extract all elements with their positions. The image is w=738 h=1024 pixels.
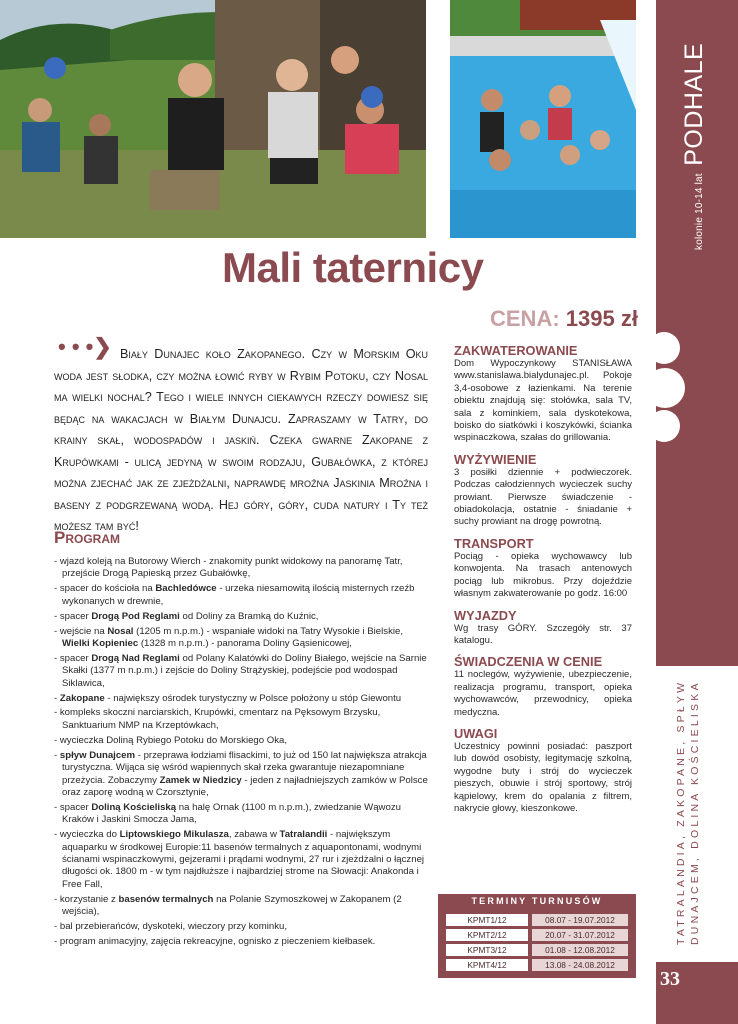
program-text: - jeden z najładniejszych zamków w Polsce oraz zaporę wodną w Czorsztynie,	[62, 774, 428, 798]
info-text: Wg trasy GÓRY. Szczegóły str. 37 katalogu.	[454, 622, 632, 646]
program-item	[54, 894, 428, 919]
program-text: - program animacyjny, zajęcia rekreacyjne, ognisko z pieczeniem kiełbasek.	[54, 935, 376, 947]
program-item	[54, 936, 428, 948]
page-title: Mali taternicy	[222, 244, 484, 291]
program-highlight: Drogą Pod Reglami	[91, 610, 180, 622]
photo-kids-in-pool	[450, 0, 636, 238]
program-item	[54, 556, 428, 581]
info-text: 3 posiłki dziennie + podwieczorek. Podczas całodziennych wycieczek suchy prowiant. Pierwsze świadczenie - obiadokolacja, ostatnie - śniadanie + suchy prowiant na drogę powrotną.	[454, 466, 632, 528]
program-text: - spacer	[54, 610, 92, 622]
program-text: - spacer do kościoła na	[54, 583, 156, 595]
program-text: na Polanie Szymoszkowej w Zakopanem (2 wejścia),	[62, 893, 402, 918]
decor-dot	[648, 332, 680, 364]
program-highlight: Nosal	[107, 625, 134, 637]
program-text: (1205 m n.p.m.) - wspaniałe widoki na Tatry Wysokie i Bielskie,	[133, 625, 403, 637]
program-item	[54, 750, 428, 800]
price-label: CENA:	[490, 306, 560, 331]
info-text: Pociąg - opieka wychowawcy lub konwojenta. Na trasach antenowych pociąg lub mikrobus. Przy dojeździe własnym zakwaterowanie po godz. 16:00	[454, 550, 632, 600]
program-item	[54, 653, 428, 690]
info-heading: ZAKWATEROWANIE	[454, 343, 578, 358]
term-dates: 01.08 - 12.08.2012	[532, 944, 628, 956]
page-number: 33	[660, 968, 680, 990]
program-text: (1328 m n.p.m.) - panorama Doliny Gąsienicowej,	[138, 637, 352, 649]
term-code: KPMT2/12	[446, 929, 528, 941]
photo-kids-on-mountain	[0, 0, 426, 238]
term-row	[446, 929, 628, 941]
program-highlight: Zakopane	[59, 692, 105, 704]
info-text: Dom Wypoczynkowy STANISŁAWA www.stanislawa.bialydunajec.pl. Pokoje 3,4-osobowe z łazienkami. Na terenie obiektu znajdują się: stołówka, sala TV, sala z kominkiem, sala dyskotekowa, boisko do siatkówki i koszykówki, ścianka wspinaczkowa, szałas do grillowania.	[454, 358, 632, 444]
program-text: - przeprawa łodziami flisackimi, to już od 150 lat największa atrakcja turystyczna. Wijąca się wśród wapiennych skał rzeka gwarantuje niezapomniane przeżycia. Zobaczymy	[62, 749, 427, 786]
program-highlight: Bachledówce	[155, 583, 217, 595]
program-highlight: Drogą Nad Reglami	[91, 652, 180, 664]
term-code: KPMT3/12	[446, 944, 528, 956]
program-text: od Doliny za Bramką do Kuźnic,	[179, 610, 319, 622]
page-number-box	[656, 962, 738, 1024]
info-heading: ŚWIADCZENIA W CENIE	[454, 654, 603, 670]
places-list	[674, 680, 702, 945]
info-heading: WYJAZDY	[454, 607, 517, 623]
program-list	[54, 556, 428, 951]
info-heading: WYŻYWIENIE	[454, 451, 537, 467]
program-item	[54, 583, 428, 608]
program-item	[54, 802, 428, 827]
intro-text	[54, 344, 428, 538]
term-dates: 08.07 - 19.07.2012	[532, 914, 628, 926]
term-code: KPMT1/12	[446, 914, 528, 926]
program-item	[54, 626, 428, 651]
program-item	[54, 611, 428, 623]
program-highlight: Doliną Kościeliską	[91, 801, 177, 813]
program-text: - kompleks skoczni narciarskich, Krupówki, cmentarz na Pęksowym Brzysku, Sanktuarium NMP na Krzeptówkach,	[54, 707, 381, 731]
program-text: - spacer	[54, 801, 92, 813]
program-text: - największym aquaparku w środkowej Europie:11 basenów termalnych z aquapontonami, wodnymi ścianami wspinaczkowymi, gejzerami i prądami wodnymi, 27 rur i zjeżdżalni o łącznej długości ok. 1800 m - w tym najdłuższe i najbardziej strome na Słowacji: Anakonda i Free Fall,	[62, 829, 425, 890]
program-text: - bal przebierańców, dyskoteki, wieczory przy kominku,	[54, 920, 288, 932]
program-heading: Program	[54, 528, 121, 547]
program-text: na halę Ornak (1100 m n.p.m.), zwiedzanie Wąwozu Kraków i Jaskini Smocza Jama,	[62, 801, 401, 826]
program-text: - wycieczka do	[54, 829, 120, 841]
term-dates: 13.08 - 24.08.2012	[532, 959, 628, 971]
program-item	[54, 829, 428, 891]
term-row	[446, 914, 628, 926]
info-text: 11 noclegów, wyżywienie, ubezpieczenie, realizacja programu, transport, opieka wychowawców, przewodnicy, opieka medyczna.	[454, 669, 632, 718]
program-text: , zabawa w	[228, 829, 280, 841]
program-highlight: basenów termalnych	[118, 893, 214, 905]
intro-body: Biały Dunajec koło Zakopanego. Czy w Morskim Oku woda jest słodka, czy można łowić ryby w Rybim Potoku, czy Nosal ma wielki nochal? Tego i wiele innych ciekawych rzeczy dowiesz się będąc na wakacjach w Białym Dunajcu. Zapraszamy w Tatry, do krainy skał, wodospadów i jaskiń. Czeka gwarne Zakopane z Krupówkami - ulicą jedyną w swoim rodzaju, Gubałówka, z której można zjechać jak ze zjeżdżalni, naprawdę mroźna Jaskinia Mroźna i baseny z podgrzewaną wodą. Hej góry, góry, cuda natury i Ty też możesz tam być!	[54, 347, 428, 533]
program-highlight: Tatralandii	[279, 829, 328, 841]
price-value: 1395 zł	[565, 306, 638, 331]
places-line: TATRALANDIA, ZAKOPANE, SPŁYW	[675, 679, 687, 945]
decor-dot	[648, 410, 680, 442]
term-row	[446, 944, 628, 956]
decor-dot	[645, 368, 685, 408]
program-text: - wjazd koleją na Butorowy Wierch - znakomity punkt widokowy na panoramę Tatr, przejście Drogą Papieską przez Gubałówkę,	[54, 556, 403, 580]
program-text: -	[54, 692, 60, 704]
info-heading: UWAGI	[454, 725, 498, 741]
program-text: - największy ośrodek turystyczny w Polsce położony u stóp Giewontu	[104, 692, 402, 704]
program-text: od Polany Kalatówki do Doliny Białego, wejście na Sarnie Skałki (1377 m n.p.m.) i zejście do Doliny Strążyskiej, podejście pod wodospad Siklawica,	[62, 652, 427, 689]
program-item	[54, 707, 428, 732]
info-column	[454, 343, 632, 815]
program-item	[54, 921, 428, 933]
program-highlight: Zamek w Niedzicy	[159, 774, 242, 786]
program-highlight: spływ Dunajcem	[59, 749, 136, 761]
term-code: KPMT4/12	[446, 959, 528, 971]
info-heading: TRANSPORT	[454, 535, 534, 551]
program-text: - urzeka niesamowitą ilością misternych rzeźb wykonanych w drewnie,	[62, 583, 415, 607]
term-dates: 20.07 - 31.07.2012	[532, 929, 628, 941]
terms-table	[438, 894, 636, 978]
region-label	[680, 43, 709, 250]
program-text: - wejście na	[54, 625, 108, 637]
program-text: - korzystanie z	[54, 893, 119, 905]
terms-title: TERMINY TURNUSÓW	[471, 896, 603, 906]
info-text: Uczestnicy powinni posiadać: paszport lub dowód osobisty, legitymację szkolną, wygodne buty i strój do wycieczek pieszych, obuwie i strój sportowy, strój kąpielowy, krem do opalania z filtrem, nakrycie głowy, kieszonkowe.	[454, 740, 632, 814]
term-row	[446, 959, 628, 971]
program-item	[54, 693, 428, 705]
program-text: - spacer	[54, 652, 92, 664]
program-text: - wycieczka Doliną Rybiego Potoku do Morskiego Oka,	[54, 734, 288, 746]
price	[490, 306, 638, 332]
program-text: -	[54, 749, 60, 761]
program-item	[54, 735, 428, 747]
region-age-label: kolonie 10-14 lat	[694, 173, 705, 250]
program-highlight: Liptowskiego Mikulasza	[119, 829, 229, 841]
program-highlight: Wielki Kopieniec	[62, 637, 139, 649]
region-name: PODHALE	[680, 42, 708, 166]
places-line: DUNAJCEM, DOLINA KOŚCIELISKA	[689, 680, 701, 945]
arrow-icon: • • •❯	[58, 334, 112, 359]
